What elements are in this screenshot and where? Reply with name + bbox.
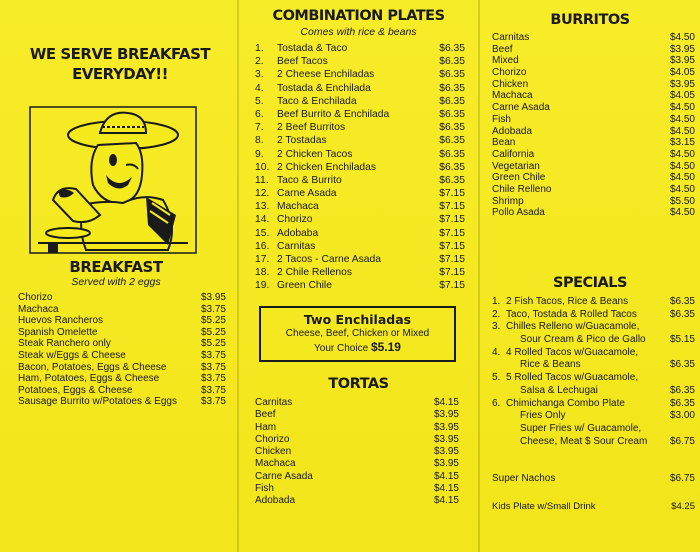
menu-item (492, 137, 695, 149)
menu-item (492, 309, 695, 322)
menu-item (255, 95, 465, 108)
item-name: Carnitas (277, 240, 316, 252)
tortas-list (255, 397, 459, 508)
item-price: $4.50 (669, 102, 695, 114)
item-price: $4.50 (669, 207, 695, 219)
item-name: Steak Ranchero only (18, 338, 111, 350)
item-number: 3. (492, 321, 501, 333)
menu-item (492, 423, 695, 436)
menu-item (18, 327, 226, 339)
menu-item (18, 338, 226, 350)
menu-item (492, 184, 695, 196)
item-name: Vegetarian (492, 160, 540, 172)
item-name: Chicken (255, 446, 292, 458)
menu-item (255, 253, 465, 266)
item-number: 7. (255, 122, 264, 134)
menu-item (255, 161, 465, 174)
menu-item (255, 55, 465, 68)
menu-item (492, 114, 695, 126)
item-name: Chorizo (18, 292, 53, 303)
menu-item (255, 434, 459, 446)
menu-item (492, 126, 695, 138)
item-price: $4.15 (433, 397, 459, 408)
item-name: Beef (255, 409, 276, 421)
left-panel (0, 0, 237, 552)
item-name: Tostada & Taco (277, 43, 348, 54)
item-price: $3.75 (200, 384, 226, 396)
item-name: Bacon, Potatoes, Eggs & Cheese (18, 361, 167, 373)
item-price: $4.15 (433, 470, 459, 482)
item-price: $6.35 (669, 296, 695, 307)
item-name: Sour Cream & Pico de Gallo (520, 334, 646, 346)
menu-item (492, 55, 695, 67)
menu-item (492, 359, 695, 372)
item-price: $5.25 (200, 338, 226, 350)
item-price: $6.35 (669, 384, 695, 396)
item-name: Carnitas (255, 397, 293, 408)
item-number: 5. (492, 372, 501, 384)
item-name: Carne Asada (492, 102, 550, 114)
menu-item (492, 410, 695, 423)
menu-item (255, 397, 459, 409)
item-name: 2 Tacos - Carne Asada (277, 254, 381, 265)
item-name: 5 Rolled Tacos w/Guacamole, (506, 372, 639, 384)
enchiladas-description: Cheese, Beef, Chicken or Mixed (285, 328, 430, 339)
kids-plate-label: Kids Plate w/Small Drink (492, 501, 596, 512)
menu-item (492, 149, 695, 161)
item-name: Super Fries w/ Guacamole, (520, 422, 642, 434)
super-nachos-row (492, 473, 695, 484)
item-name: 4 Rolled Tacos w/Guacamole, (506, 346, 639, 358)
item-price: $6.35 (439, 135, 465, 147)
menu-item (492, 172, 695, 184)
item-price: $3.95 (433, 446, 459, 458)
menu-item (255, 42, 465, 55)
right-panel (480, 0, 700, 552)
item-number: 15. (255, 227, 270, 239)
menu-item (255, 108, 465, 121)
item-name: Green Chile (492, 172, 546, 184)
item-price: $6.35 (439, 69, 465, 81)
item-price: $7.15 (439, 227, 465, 239)
item-name: Carnitas (492, 32, 530, 43)
item-name: Spanish Omelette (18, 326, 98, 338)
menu-item (492, 334, 695, 347)
item-name: Shrimp (492, 195, 524, 207)
item-name: California (492, 148, 535, 160)
item-price: $4.50 (669, 172, 695, 184)
item-name: Beef Tacos (277, 56, 328, 68)
item-name: Fish (255, 483, 274, 495)
item-name: Potatoes, Eggs & Cheese (18, 384, 133, 396)
item-price: $3.95 (200, 292, 226, 303)
item-number: 1. (255, 43, 264, 54)
item-price: $4.05 (669, 90, 695, 102)
item-name: Carne Asada (277, 188, 337, 200)
item-price: $4.15 (433, 495, 459, 507)
menu-item (255, 266, 465, 279)
item-price: $6.35 (439, 43, 465, 54)
item-price: $5.25 (200, 326, 226, 338)
menu-item (492, 347, 695, 360)
menu-item (255, 471, 459, 483)
item-number: 9. (255, 148, 264, 160)
menu-item (492, 196, 695, 208)
menu-item (255, 148, 465, 161)
item-price: $7.15 (439, 267, 465, 279)
item-price: $4.15 (433, 483, 459, 495)
menu-item (492, 372, 695, 385)
item-price: $6.35 (439, 174, 465, 186)
enchiladas-price: $5.19 (370, 340, 401, 354)
item-price: $4.50 (669, 183, 695, 195)
item-name: Beef Burrito & Enchilada (277, 108, 390, 120)
menu-item (18, 385, 226, 397)
item-name: 2 Chicken Tacos (277, 148, 353, 160)
item-name: Bean (492, 137, 516, 149)
item-number: 19. (255, 280, 270, 292)
item-number: 13. (255, 201, 270, 213)
item-name: Pollo Asada (492, 207, 545, 219)
menu-item (255, 409, 459, 421)
item-price: $4.50 (669, 125, 695, 137)
item-name: Rice & Beans (520, 359, 581, 371)
item-number: 1. (492, 296, 501, 307)
item-name: Machaca (492, 90, 533, 102)
item-number: 2. (492, 308, 501, 320)
combination-plates-title: COMBINATION PLATES (272, 8, 445, 24)
breakfast-banner (24, 44, 216, 84)
item-name: Steak w/Eggs & Cheese (18, 349, 126, 361)
breakfast-title: BREAKFAST (69, 258, 163, 276)
item-name: Taco & Burrito (277, 174, 342, 186)
item-name: Huevos Rancheros (18, 315, 104, 327)
item-price: $3.95 (433, 458, 459, 470)
item-number: 6. (492, 397, 501, 409)
kids-plate-price: $4.25 (671, 501, 695, 512)
menu-item (18, 304, 226, 316)
menu-item (255, 174, 465, 187)
item-price: $3.75 (200, 349, 226, 361)
burritos-title: BURRITOS (550, 12, 630, 28)
item-name: Mixed (492, 55, 519, 67)
item-number: 2. (255, 56, 264, 68)
menu-item (492, 102, 695, 114)
item-number: 18. (255, 267, 270, 279)
item-number: 14. (255, 214, 270, 226)
enchiladas-choice-label: Your Choice (314, 343, 369, 354)
banner-line-1: WE SERVE BREAKFAST (29, 45, 211, 63)
item-price: $6.35 (439, 122, 465, 134)
item-price: $5.50 (669, 195, 695, 207)
item-name: Chorizo (277, 214, 313, 226)
sombrero-man-illustration (28, 105, 198, 255)
menu-item (18, 292, 226, 304)
item-price: $3.75 (200, 396, 226, 408)
menu-item (492, 44, 695, 56)
item-price: $3.95 (669, 43, 695, 55)
enchiladas-title: Two Enchiladas (303, 312, 412, 327)
item-price: $3.95 (433, 433, 459, 445)
item-price: $6.35 (669, 397, 695, 409)
item-name: Chorizo (255, 433, 290, 445)
menu-item (492, 207, 695, 219)
burritos-list (492, 32, 695, 219)
menu-item (255, 68, 465, 81)
item-name: 2 Tostadas (277, 135, 327, 147)
item-price: $3.75 (200, 373, 226, 385)
menu-item (255, 227, 465, 240)
middle-panel (239, 0, 478, 552)
two-enchiladas-box (259, 306, 456, 362)
item-price: $6.35 (439, 95, 465, 107)
item-price: $7.15 (439, 214, 465, 226)
item-price: $6.35 (439, 108, 465, 120)
item-number: 17. (255, 254, 270, 265)
menu-item (492, 32, 695, 44)
specials-title: SPECIALS (553, 275, 627, 291)
item-price: $6.35 (439, 148, 465, 160)
specials-list (492, 296, 695, 448)
menu-item (18, 315, 226, 327)
item-price: $3.95 (433, 421, 459, 433)
item-price: $3.95 (669, 55, 695, 67)
tortas-title: TORTAS (328, 376, 389, 392)
item-number: 4. (255, 82, 264, 94)
item-name: Salsa & Lechugai (520, 384, 598, 396)
item-price: $3.75 (200, 303, 226, 315)
item-price: $5.15 (669, 334, 695, 346)
item-name: Carne Asada (255, 470, 313, 482)
menu-item (492, 161, 695, 173)
item-name: Machaca (255, 458, 296, 470)
item-name: Chicken (492, 78, 529, 90)
item-name: Ham (255, 421, 277, 433)
item-price: $3.95 (669, 78, 695, 90)
menu-item (255, 240, 465, 253)
item-name: Chilles Relleno w/Guacamole, (506, 321, 640, 333)
item-name: Adobada (255, 495, 296, 507)
item-name: Green Chile (277, 280, 332, 292)
super-nachos-price: $6.75 (669, 473, 695, 484)
item-name: Ham, Potatoes, Eggs & Cheese (18, 373, 160, 385)
combination-plates-subtitle: Comes with rice & beans (300, 26, 417, 38)
item-name: Chimichanga Combo Plate (506, 397, 625, 409)
menu-item (492, 385, 695, 398)
banner-line-2: EVERYDAY!! (72, 65, 168, 83)
menu-item (18, 362, 226, 374)
super-nachos-label: Super Nachos (492, 473, 556, 484)
kids-plate-row (492, 501, 695, 512)
item-number: 4. (492, 346, 501, 358)
item-price: $7.15 (439, 188, 465, 200)
item-name: Chile Relleno (492, 183, 552, 195)
menu-item (492, 296, 695, 309)
menu-item (492, 398, 695, 411)
item-price: $5.25 (200, 315, 226, 327)
item-price: $6.75 (669, 435, 695, 447)
item-name: Machaca (277, 201, 319, 213)
menu-item (255, 213, 465, 226)
item-name: Sausage Burrito w/Potatoes & Eggs (18, 396, 177, 408)
item-price: $4.50 (669, 32, 695, 43)
menu-item (18, 350, 226, 362)
item-name: Chorizo (492, 67, 527, 79)
item-name: Fries Only (520, 410, 566, 422)
item-price: $3.15 (669, 137, 695, 149)
item-name: 2 Cheese Enchiladas (277, 69, 375, 81)
item-price: $6.35 (669, 308, 695, 320)
item-name: 2 Chile Rellenos (277, 267, 352, 279)
menu-item (492, 436, 695, 449)
menu-item (18, 396, 226, 408)
item-number: 8. (255, 135, 264, 147)
menu-item (255, 82, 465, 95)
item-name: 2 Chicken Enchiladas (277, 161, 377, 173)
item-price: $4.50 (669, 113, 695, 125)
item-number: 16. (255, 240, 270, 252)
item-name: Fish (492, 113, 511, 125)
item-price: $6.35 (439, 56, 465, 68)
menu-item (255, 200, 465, 213)
menu-item (255, 446, 459, 458)
item-name: Taco, Tostada & Rolled Tacos (506, 308, 637, 320)
item-name: Adobaba (277, 227, 319, 239)
menu-item (255, 458, 459, 470)
menu-item (255, 187, 465, 200)
menu-item (492, 79, 695, 91)
item-number: 11. (255, 174, 269, 186)
menu-item (492, 90, 695, 102)
menu-item (492, 321, 695, 334)
item-price: $3.95 (433, 409, 459, 421)
item-number: 12. (255, 188, 270, 200)
breakfast-list (18, 292, 226, 408)
item-price: $3.75 (200, 361, 226, 373)
item-price: $7.15 (439, 201, 465, 213)
item-number: 3. (255, 69, 264, 81)
item-number: 5. (255, 95, 264, 107)
item-name: Taco & Enchilada (277, 95, 357, 107)
item-name: 2 Beef Burritos (277, 122, 346, 134)
item-number: 10. (255, 161, 270, 173)
item-price: $4.50 (669, 148, 695, 160)
item-price: $7.15 (439, 280, 465, 292)
item-price: $3.00 (669, 410, 695, 422)
menu-item (255, 134, 465, 147)
item-price: $6.35 (439, 82, 465, 94)
item-name: Tostada & Enchilada (277, 82, 371, 94)
item-price: $7.15 (439, 254, 465, 265)
menu-item (492, 67, 695, 79)
item-name: Machaca (18, 303, 59, 315)
enchiladas-choice (261, 340, 454, 354)
breakfast-subtitle: Served with 2 eggs (71, 276, 161, 288)
menu-item (255, 495, 459, 507)
item-name: 2 Fish Tacos, Rice & Beans (506, 296, 629, 307)
item-name: Adobada (492, 125, 533, 137)
item-price: $6.35 (669, 359, 695, 371)
item-price: $4.50 (669, 160, 695, 172)
item-name: Cheese, Meat $ Sour Cream (520, 435, 648, 447)
menu-item (255, 422, 459, 434)
item-number: 6. (255, 108, 264, 120)
item-name: Beef (492, 43, 513, 55)
menu-item (255, 279, 465, 292)
menu-item (255, 483, 459, 495)
menu-item (18, 373, 226, 385)
item-price: $4.05 (669, 67, 695, 79)
menu-item (255, 121, 465, 134)
item-price: $7.15 (439, 240, 465, 252)
item-price: $6.35 (439, 161, 465, 173)
combination-plates-list (255, 42, 465, 293)
